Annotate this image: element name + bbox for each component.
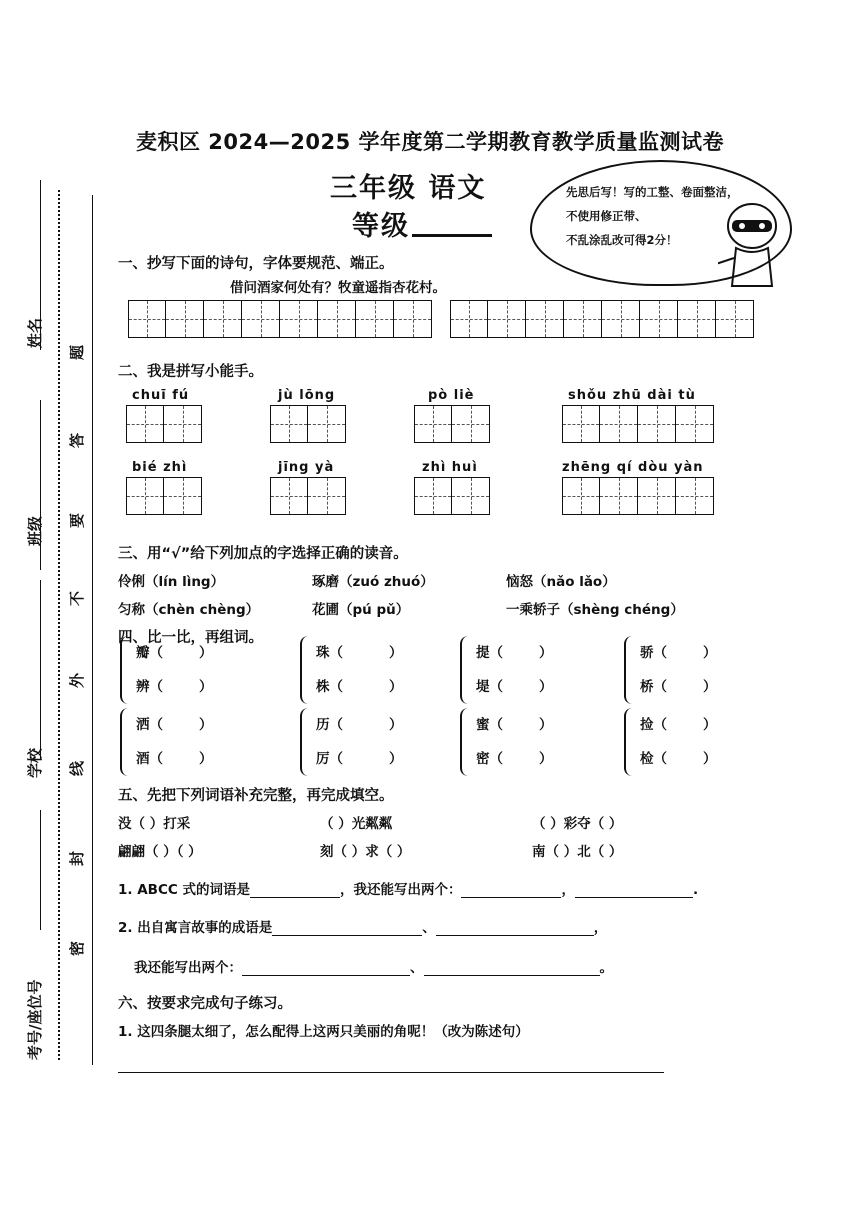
writing-cell[interactable]: [676, 477, 714, 515]
writing-cell[interactable]: [452, 405, 490, 443]
paren-close: ）: [703, 679, 717, 695]
writing-cell[interactable]: [164, 405, 202, 443]
writing-cell[interactable]: [414, 477, 452, 515]
paren-close: ）: [199, 717, 213, 733]
section6-heading: 六、按要求完成句子练习。: [118, 996, 292, 1012]
class-label: 班级: [26, 515, 44, 546]
idiom-fill[interactable]: 翩翩（ ）（ ）: [118, 844, 202, 860]
school-label: 学校: [26, 747, 44, 778]
compare-pair: [120, 708, 213, 776]
compare-char: 桥（: [640, 679, 667, 695]
question-text: 、: [410, 960, 424, 976]
bubble-line-2: 不使用修正带、: [566, 209, 647, 223]
seal-char: 线: [68, 760, 86, 776]
idiom-fill[interactable]: 南（ ）北（ ）: [532, 844, 623, 860]
writing-cell[interactable]: [308, 405, 346, 443]
writing-cell[interactable]: [394, 300, 432, 338]
seal-char: 密: [68, 940, 86, 956]
writing-cell[interactable]: [242, 300, 280, 338]
idiom-fill[interactable]: 没（ ）打采: [118, 816, 191, 832]
pinyin-text: jù lōng: [278, 388, 336, 403]
compare-char: 瓣（: [136, 645, 163, 661]
reading-choice[interactable]: 伶俐（lín lìng）: [118, 574, 225, 590]
seal-solid-line: [92, 195, 93, 1065]
question-5-3: [134, 956, 613, 976]
seal-char: 题: [68, 344, 86, 360]
writing-cell[interactable]: [600, 405, 638, 443]
compare-char: 辨（: [136, 679, 163, 695]
writing-cell[interactable]: [414, 405, 452, 443]
seal-char: 外: [68, 672, 86, 688]
pinyin-text: zhēng qí dòu yàn: [562, 460, 704, 475]
writing-cell[interactable]: [280, 300, 318, 338]
pinyin-item: [126, 388, 202, 443]
seal-dotted-line: [58, 190, 60, 1060]
writing-cell[interactable]: [126, 477, 164, 515]
compare-char: 酒（: [136, 751, 163, 767]
section4-heading: 四、比一比，再组词。: [118, 630, 263, 646]
seal-char: 不: [68, 590, 86, 606]
writing-cell[interactable]: [128, 300, 166, 338]
compare-char: 珠（: [316, 645, 343, 661]
writing-cell[interactable]: [638, 477, 676, 515]
reading-choice[interactable]: 恼怒（nǎo lǎo）: [506, 574, 616, 590]
compare-char: 洒（: [136, 717, 163, 733]
exam-title: 麦积区 2024—2025 学年度第二学期教育教学质量监测试卷: [135, 130, 724, 154]
compare-pair: [460, 636, 553, 704]
answer-blank[interactable]: [250, 897, 340, 898]
pinyin-item: [562, 388, 714, 443]
paren-close: ）: [539, 679, 553, 695]
writing-cell[interactable]: [270, 405, 308, 443]
question-text: .: [692, 882, 699, 898]
compare-char: 蜜（: [476, 717, 503, 733]
compare-char: 检（: [640, 751, 667, 767]
pinyin-text: chuī fú: [132, 388, 190, 403]
copy-grid-right[interactable]: [450, 300, 754, 338]
paren-close: ）: [389, 645, 403, 661]
bubble-text: [566, 180, 739, 252]
idiom-fill[interactable]: （ ）彩夺（ ）: [532, 816, 623, 832]
writing-cell[interactable]: [600, 477, 638, 515]
exam-subtitle: 三年级 语文: [330, 173, 487, 204]
compare-pair: [120, 636, 213, 704]
compare-char: 骄（: [640, 645, 667, 661]
writing-cell[interactable]: [678, 300, 716, 338]
pinyin-text: bié zhì: [132, 460, 188, 475]
pinyin-item: [270, 460, 346, 515]
poem-text: 借问酒家何处有？牧童遥指杏花村。: [230, 280, 446, 296]
question-text: ，: [593, 920, 608, 936]
robot-icon: [718, 200, 788, 290]
answer-blank[interactable]: [242, 975, 410, 976]
section1-heading: 一、抄写下面的诗句，字体要规范、端正。: [118, 256, 394, 272]
compare-pair: [624, 636, 717, 704]
writing-cell[interactable]: [126, 405, 164, 443]
name-label: 姓名: [26, 317, 44, 348]
answer-blank[interactable]: [424, 975, 600, 976]
question-text: ，我还能写出两个：: [339, 882, 462, 898]
seal-char: 答: [68, 432, 86, 448]
school-line[interactable]: [40, 580, 41, 760]
writing-cell[interactable]: [638, 405, 676, 443]
writing-cell[interactable]: [526, 300, 564, 338]
pinyin-text: zhì huì: [422, 460, 478, 475]
binding-sidebar: [0, 180, 100, 1080]
compare-pair: [300, 636, 403, 704]
paren-close: ）: [703, 717, 717, 733]
writing-cell[interactable]: [562, 477, 600, 515]
writing-cell[interactable]: [204, 300, 242, 338]
compare-char: 厉（: [316, 751, 343, 767]
paren-close: ）: [703, 645, 717, 661]
section5-heading: 五、先把下列词语补充完整，再完成填空。: [118, 788, 394, 804]
seat-label: 考号/座位号: [26, 979, 44, 1060]
grade-label: 等级: [352, 211, 410, 242]
compare-char: 捡（: [640, 717, 667, 733]
pinyin-item: [270, 388, 346, 443]
question-text: ，: [561, 882, 575, 898]
paren-close: ）: [389, 679, 403, 695]
writing-cell[interactable]: [356, 300, 394, 338]
writing-cell[interactable]: [716, 300, 754, 338]
question-5-2: [118, 916, 607, 936]
question-text: 2. 出自寓言故事的成语是: [118, 920, 273, 936]
writing-cell[interactable]: [488, 300, 526, 338]
paren-close: ）: [199, 751, 213, 767]
answer-line[interactable]: [118, 1072, 664, 1073]
compare-pair: [460, 708, 553, 776]
paren-close: ）: [389, 717, 403, 733]
question-text: 、: [422, 920, 436, 936]
writing-cell[interactable]: [270, 477, 308, 515]
paren-close: ）: [199, 645, 213, 661]
question-5-1: [118, 878, 698, 898]
paren-close: ）: [199, 679, 213, 695]
answer-blank[interactable]: [436, 935, 594, 936]
question-text: 我还能写出两个：: [134, 960, 242, 976]
question-text: 1. ABCC 式的词语是: [118, 882, 250, 898]
pinyin-item: [562, 460, 714, 515]
compare-char: 密（: [476, 751, 503, 767]
bubble-line-3: 不乱涂乱改可得2分！: [566, 233, 678, 247]
writing-cell[interactable]: [164, 477, 202, 515]
section2-heading: 二、我是拼写小能手。: [118, 364, 263, 380]
seal-char: 封: [68, 850, 86, 866]
pinyin-item: [414, 460, 490, 515]
writing-cell[interactable]: [564, 300, 602, 338]
answer-blank[interactable]: [575, 897, 693, 898]
writing-cell[interactable]: [676, 405, 714, 443]
compare-char: 提（: [476, 645, 503, 661]
pinyin-item: [126, 460, 202, 515]
writing-cell[interactable]: [166, 300, 204, 338]
writing-cell[interactable]: [640, 300, 678, 338]
section3-heading: 三、用“√”给下列加点的字选择正确的读音。: [118, 546, 408, 562]
writing-cell[interactable]: [452, 477, 490, 515]
writing-cell[interactable]: [450, 300, 488, 338]
compare-char: 堤（: [476, 679, 503, 695]
writing-cell[interactable]: [562, 405, 600, 443]
seat-line[interactable]: [40, 810, 41, 930]
grade-blank[interactable]: [412, 234, 492, 237]
reading-choice[interactable]: 一乘轿子（shèng chéng）: [506, 602, 684, 618]
copy-grid-left[interactable]: [128, 300, 432, 338]
writing-cell[interactable]: [318, 300, 356, 338]
pinyin-text: shǒu zhū dài tù: [568, 388, 696, 403]
idiom-fill[interactable]: 刻（ ）求（ ）: [320, 844, 411, 860]
reading-choice[interactable]: 匀称（chèn chèng）: [118, 602, 260, 618]
question-6-1: 1. 这四条腿太细了，怎么配得上这两只美丽的角呢！（改为陈述句）: [118, 1024, 529, 1040]
compare-char: 株（: [316, 679, 343, 695]
question-text: 。: [599, 960, 613, 976]
pinyin-text: jīng yà: [278, 460, 335, 475]
answer-blank[interactable]: [272, 935, 422, 936]
paren-close: ）: [389, 751, 403, 767]
compare-pair: [300, 708, 403, 776]
writing-cell[interactable]: [308, 477, 346, 515]
pinyin-item: [414, 388, 490, 443]
seal-char: 要: [68, 512, 86, 528]
reading-choice[interactable]: 琢磨（zuó zhuó）: [312, 574, 434, 590]
compare-pair: [624, 708, 717, 776]
reading-choice[interactable]: 花圃（pú pǔ）: [312, 602, 410, 618]
idiom-fill[interactable]: （ ）光粼粼: [320, 816, 393, 832]
bubble-line-1: 先思后写！写的工整、卷面整洁，: [566, 185, 739, 199]
paren-close: ）: [539, 717, 553, 733]
paren-close: ）: [703, 751, 717, 767]
compare-char: 历（: [316, 717, 343, 733]
paren-close: ）: [539, 751, 553, 767]
pinyin-text: pò liè: [428, 388, 475, 403]
paren-close: ）: [539, 645, 553, 661]
answer-blank[interactable]: [461, 897, 561, 898]
writing-cell[interactable]: [602, 300, 640, 338]
